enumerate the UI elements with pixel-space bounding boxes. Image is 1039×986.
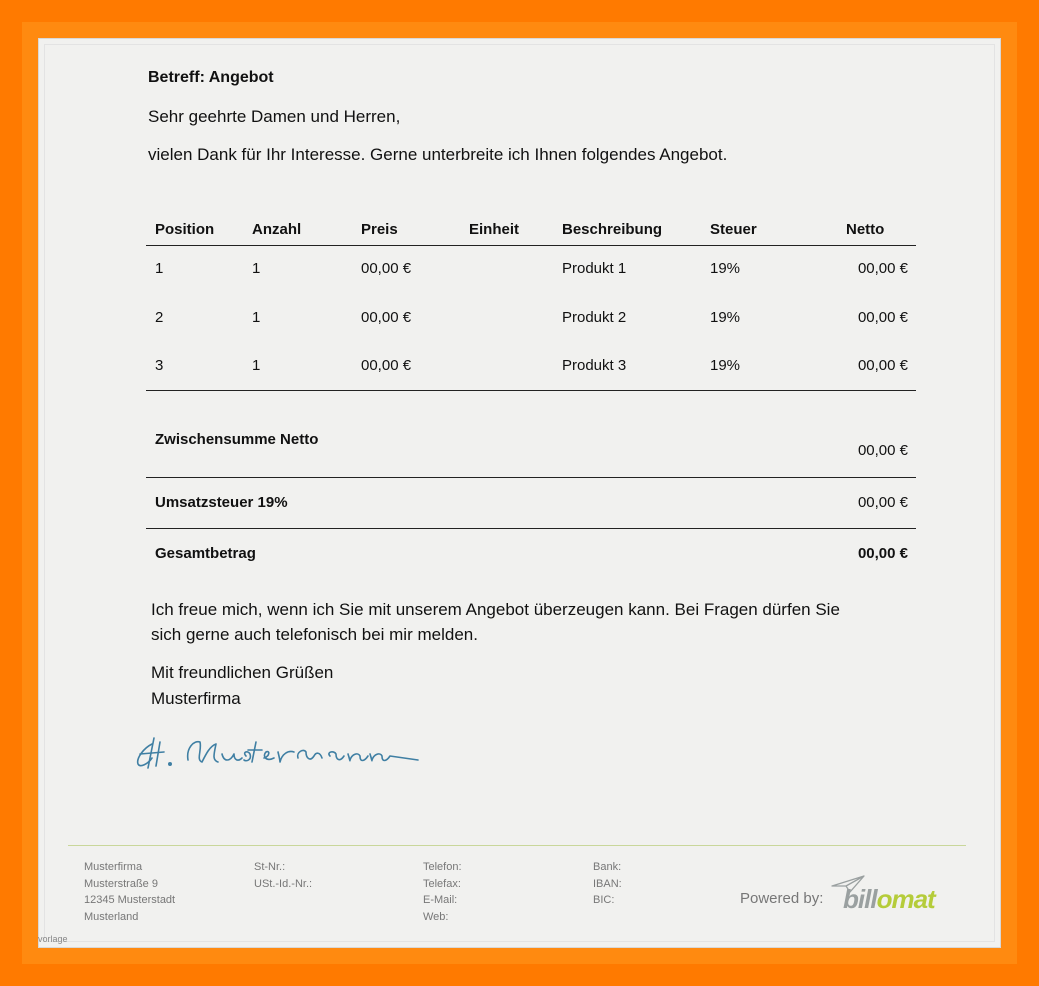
subtotal-label: Zwischensumme Netto — [155, 431, 319, 448]
closing-company: Musterfirma — [151, 689, 241, 708]
col-header-position: Position — [155, 221, 215, 238]
table-bottom-rule — [146, 390, 916, 391]
cell-beschreibung: Produkt 1 — [562, 260, 627, 277]
col-header-beschreibung: Beschreibung — [562, 221, 663, 238]
cell-beschreibung: Produkt 3 — [562, 357, 627, 374]
footer-phone: Telefon: — [423, 861, 462, 873]
footer-city: 12345 Musterstadt — [84, 894, 176, 906]
col-header-anzahl: Anzahl — [252, 221, 302, 238]
cell-beschreibung: Produkt 2 — [562, 309, 627, 326]
table-header-rule — [146, 245, 916, 246]
total-label: Gesamtbetrag — [155, 545, 256, 562]
cell-steuer: 19% — [710, 260, 741, 277]
footer-vat-id: USt.-Id.-Nr.: — [254, 877, 313, 890]
cell-preis: 00,00 € — [361, 357, 412, 374]
cell-position: 2 — [155, 309, 164, 326]
vat-rule — [146, 528, 916, 529]
col-header-netto: Netto — [846, 221, 885, 238]
closing-line-2: sich gerne auch telefonisch bei mir melden. — [151, 625, 478, 644]
billomat-logo — [843, 884, 935, 915]
logo-text-omat: omat — [876, 884, 935, 914]
cell-preis: 00,00 € — [361, 309, 412, 326]
footer-street: Musterstraße 9 — [84, 877, 158, 890]
cell-anzahl: 1 — [252, 260, 261, 277]
footer-bank: Bank: — [593, 861, 622, 873]
cell-steuer: 19% — [710, 309, 741, 326]
powered-by-label: Powered by: — [740, 890, 824, 907]
cell-preis: 00,00 € — [361, 260, 412, 277]
footer-fax: Telefax: — [423, 877, 461, 890]
subtotal-value: 00,00 € — [857, 442, 908, 459]
cell-netto: 00,00 € — [857, 357, 908, 374]
cell-position: 1 — [155, 260, 164, 277]
cell-steuer: 19% — [710, 357, 741, 374]
col-header-steuer: Steuer — [710, 221, 757, 238]
col-header-einheit: Einheit — [469, 221, 520, 238]
subtotal-rule — [146, 477, 916, 478]
col-header-preis: Preis — [361, 221, 398, 238]
footer-email: E-Mail: — [423, 894, 458, 906]
cell-netto: 00,00 € — [857, 260, 908, 277]
footer-rule — [68, 845, 966, 846]
footer-company-block — [84, 859, 175, 925]
logo-text-bill: bill — [843, 884, 877, 914]
footer-bank-block — [593, 859, 622, 909]
closing-regards: Mit freundlichen Grüßen — [151, 663, 334, 682]
cell-anzahl: 1 — [252, 357, 261, 374]
footer-company-name: Musterfirma — [84, 861, 143, 873]
cell-position: 3 — [155, 357, 164, 374]
letter-subject: Betreff: Angebot — [148, 69, 274, 86]
total-value: 00,00 € — [857, 545, 908, 562]
footer-tax-number: St-Nr.: — [254, 861, 286, 873]
footer-tax-block — [254, 859, 312, 892]
closing-line-1: Ich freue mich, wenn ich Sie mit unserem Angebot überzeugen kann. Bei Fragen dürfen Sie — [151, 600, 840, 619]
footer-iban: IBAN: — [593, 877, 622, 890]
vat-value: 00,00 € — [857, 494, 908, 511]
watermark-text: vorlage — [38, 934, 68, 944]
cell-netto: 00,00 € — [857, 309, 908, 326]
footer-bic: BIC: — [593, 894, 615, 906]
footer-contact-block — [423, 859, 462, 925]
signature-image — [130, 730, 430, 780]
footer-web: Web: — [423, 910, 449, 923]
letter-greeting: Sehr geehrte Damen und Herren, — [148, 107, 401, 126]
footer-country: Musterland — [84, 910, 139, 923]
cell-anzahl: 1 — [252, 309, 261, 326]
vat-label: Umsatzsteuer 19% — [155, 494, 288, 511]
page-inner-border — [44, 44, 995, 942]
letter-intro: vielen Dank für Ihr Interesse. Gerne unterbreite ich Ihnen folgendes Angebot. — [148, 145, 728, 164]
